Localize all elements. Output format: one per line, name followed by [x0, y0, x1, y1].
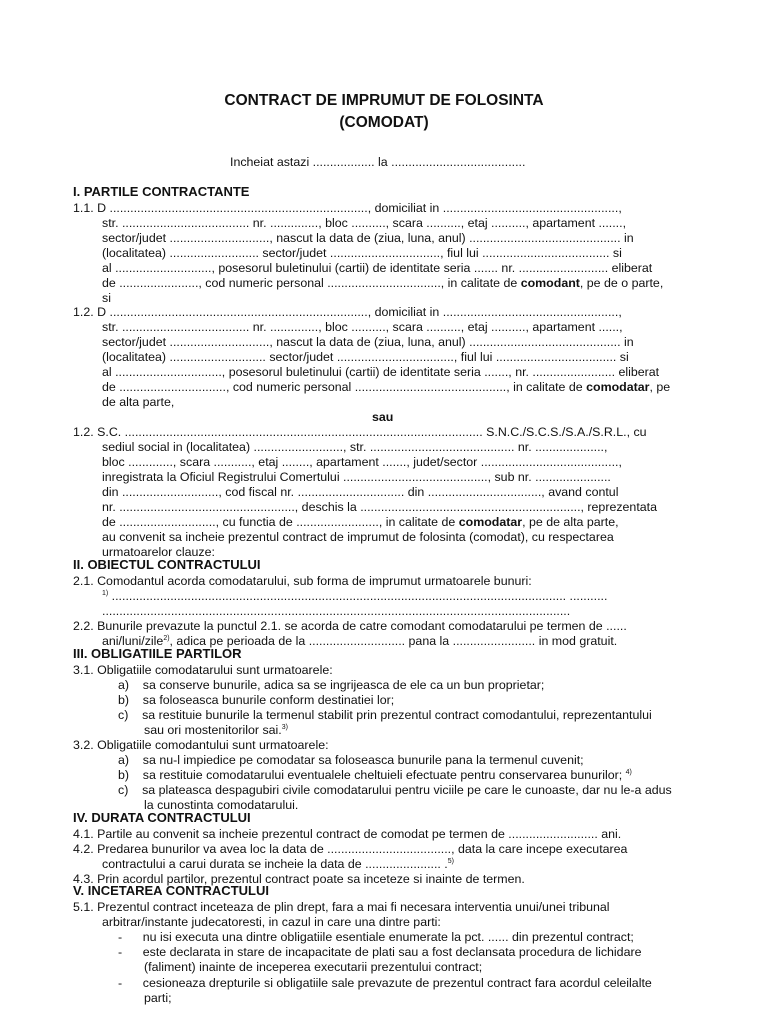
line-text: al ..............................., posesorul buletinului (cartii) de identitate seria ......., nr. ........................ eliberat [102, 365, 660, 379]
line-text: (faliment) inainte de inceperea executarii prezentului contract; [144, 960, 483, 974]
line-text: de alta parte, [102, 395, 175, 409]
line-text: b) sa restituie comodatarului eventualele cheltuieli efectuate pentru conservarea bunurilor; [118, 768, 626, 782]
text-line [102, 440, 611, 455]
text-line [73, 425, 647, 440]
text-line [102, 261, 652, 276]
text-line [144, 798, 298, 813]
line-text: din ............................, cod fiscal nr. ............................... din ................................., avand contul [102, 485, 619, 499]
line-text: str. ..................................... nr. .............., bloc .........., scara .........., etaj .........., apartament ......, [102, 320, 627, 334]
text-line [102, 500, 657, 515]
text-line [102, 335, 634, 350]
text-line [144, 723, 288, 738]
line-text: 1.2. S.C. ........................................................................................................ S.N.C./S.C.S./S.A./S.R.L., cu [73, 425, 647, 439]
text-line [73, 574, 532, 589]
line-text: sau ori mostenitorilor sai. [144, 723, 282, 737]
text-line [118, 945, 641, 960]
text-line [102, 350, 629, 365]
line-text: (localitatea) ............................ sector/judet .................................., fiul lui ................................... si [102, 350, 629, 364]
footnote-marker: 4) [625, 768, 632, 776]
line-text: la cunostinta comodatarului. [144, 798, 299, 812]
section-heading: II. OBIECTUL CONTRACTULUI [73, 557, 261, 572]
line-text: (localitatea) .......................... sector/judet ................................, fiul lui ..................................... si [102, 246, 622, 260]
line-text: parti; [144, 991, 172, 1005]
line-text-cont: , pe [649, 380, 671, 394]
text-line [144, 991, 172, 1006]
text-line [102, 395, 174, 410]
line-text: 4.2. Predarea bunurilor va avea loc la data de ...................................., data la care incepe executarea [73, 842, 628, 856]
concluded-line: Incheiat astazi .................. la ....................................... [230, 155, 526, 169]
line-text: nr. ..................................................., deschis la ................................................................, reprezentata [102, 500, 657, 514]
line-text: c) sa plateasca despagubiri civile comodatarului pentru viciile pe care le cunoaste, dar nu le-a adus [118, 783, 672, 797]
section-heading: V. INCETAREA CONTRACTULUI [73, 883, 269, 898]
document-subtitle: (COMODAT) [339, 114, 429, 131]
section-heading: IV. DURATA CONTRACTULUI [73, 810, 251, 825]
line-text: str. ..................................... nr. .............., bloc .........., scara .........., etaj .........., apartament ......., [102, 216, 630, 230]
line-text: inregistrata la Oficiul Registrului Comertului .........................................., sub nr. ...................... [102, 470, 615, 484]
line-bold-term: comodatar [458, 515, 523, 529]
line-text: b) sa foloseasca bunurile conform destinatiei lor; [118, 693, 395, 707]
line-bold-term: comodatar [586, 380, 650, 394]
line-text: sector/judet ............................., nascut la data de (ziua, luna, anul) ............................................ in [102, 231, 634, 245]
footnote-marker: 5) [447, 857, 454, 865]
text-line [102, 589, 607, 604]
footnote-marker: 3) [281, 723, 288, 731]
line-text-cont: , pe de alta parte, [522, 515, 619, 529]
line-text: de ............................, cu functia de ........................, in calitate de [102, 515, 459, 529]
line-text: sediul social in (localitatea) .........................., str. .......................................... nr. ...................., [102, 440, 611, 454]
line-text: de ......................., cod numeric personal ................................., in calitate de [102, 276, 521, 290]
line-text: c) sa restituie bunurile la termenul stabilit prin prezentul contract comodantului, reprezentantului [118, 708, 652, 722]
line-text: au convenit sa incheie prezentul contract de imprumut de folosinta (comodat), cu respectarea [102, 530, 614, 544]
line-text: de ..............................., cod numeric personal ............................................, in calitate de [102, 380, 587, 394]
line-text: a) sa conserve bunurile, adica sa se ingrijeasca de ele ca un bun proprietar; [118, 678, 545, 692]
text-line [118, 783, 672, 798]
line-bold-term: sau [372, 410, 394, 424]
text-line [102, 216, 629, 231]
line-text: contractului a carui durata se incheie la data de ...................... . [102, 857, 448, 871]
text-line [73, 619, 627, 634]
text-line [118, 768, 632, 783]
text-line [73, 827, 621, 842]
text-line [102, 634, 617, 649]
text-line [102, 246, 622, 261]
text-line [102, 455, 625, 470]
section-heading: I. PARTILE CONTRACTANTE [73, 184, 250, 199]
line-text: 2.1. Comodantul acorda comodatarului, sub forma de imprumut urmatoarele bunuri: [73, 574, 532, 588]
text-line [102, 276, 663, 291]
text-line [73, 900, 610, 915]
line-text: - cesioneaza drepturile si obligatiile sale prevazute de prezentul contract fara acordul celeilalte [118, 976, 652, 990]
line-text: a) sa nu-l impiedice pe comodatar sa foloseasca bunurile pana la termenul cuvenit; [118, 753, 584, 767]
text-line [102, 365, 659, 380]
text-line [118, 930, 634, 945]
footnote-marker: 2) [163, 634, 170, 642]
text-line [102, 515, 619, 530]
text-line [144, 960, 482, 975]
text-line [73, 872, 525, 887]
line-text: ani/luni/zile [102, 634, 164, 648]
text-line [102, 485, 618, 500]
line-text: 3.1. Obligatiile comodatarului sunt urmatoarele: [73, 663, 333, 677]
line-text: 1.2. D ..........................................................................., domiciliat in ..................................................., [73, 305, 626, 319]
line-text: 3.2. Obligatiile comodantului sunt urmatoarele: [73, 738, 329, 752]
text-line [102, 545, 215, 560]
line-text: al ............................, posesorul buletinului (cartii) de identitate seria ....... nr. .......................... eliberat [102, 261, 653, 275]
line-text: 2.2. Bunurile prevazute la punctul 2.1. se acorda de catre comodant comodatarului pe termen de ...... [73, 619, 627, 633]
line-text-cont: .................................................................................................................................... ........... [108, 589, 608, 603]
line-text-cont: , adica pe perioada de la ............................ pana la ........................ in mod gratuit. [169, 634, 618, 648]
text-line [102, 604, 570, 619]
line-text: arbitrar/instante judecatoresti, in cazul in care una dintre parti: [102, 915, 441, 929]
text-line [102, 530, 614, 545]
line-text: - nu isi executa una dintre obligatiile esentiale enumerate la pct. ...... din prezentul contract; [118, 930, 634, 944]
text-line [118, 753, 584, 768]
line-text: ........................................................................................................................................ [102, 604, 571, 618]
text-line [73, 201, 625, 216]
text-line [73, 842, 627, 857]
line-text: si [102, 291, 111, 305]
text-line [102, 380, 670, 395]
line-text: - este declarata in stare de incapacitate de plati sau a fost declansata procedura de lichidare [118, 945, 642, 959]
line-text: bloc ............., scara ..........., etaj ........, apartament ......., judet/sector ........................................, [102, 455, 626, 469]
text-line [73, 305, 625, 320]
footnote-marker: 1) [102, 589, 109, 597]
text-line [102, 857, 454, 872]
line-text: urmatoarelor clauze: [102, 545, 215, 559]
text-line [118, 678, 544, 693]
text-line [102, 291, 111, 306]
text-line [118, 708, 652, 723]
text-line [73, 663, 333, 678]
text-line [118, 976, 652, 991]
section-heading: III. OBLIGATIILE PARTILOR [73, 646, 242, 661]
text-line [118, 693, 394, 708]
text-line [102, 320, 626, 335]
line-text-cont: , pe de o parte, [579, 276, 664, 290]
line-text: sector/judet ............................., nascut la data de (ziua, luna, anul) ............................................ in [102, 335, 634, 349]
text-line [102, 915, 441, 930]
text-line [73, 738, 329, 753]
text-line [102, 231, 634, 246]
line-bold-term: comodant [520, 276, 580, 290]
text-line [102, 470, 614, 485]
text-line [372, 410, 393, 425]
line-text: 1.1. D ..........................................................................., domiciliat in ..................................................., [73, 201, 626, 215]
document-title: CONTRACT DE IMPRUMUT DE FOLOSINTA [224, 92, 544, 109]
line-text: 4.3. Prin acordul partilor, prezentul contract poate sa inceteze si inainte de termen. [73, 872, 525, 886]
line-text: 5.1. Prezentul contract inceteaza de plin drept, fara a mai fi necesara interventia unui/unei tribunal [73, 900, 610, 914]
line-text: 4.1. Partile au convenit sa incheie prezentul contract de comodat pe termen de .......................... ani. [73, 827, 622, 841]
